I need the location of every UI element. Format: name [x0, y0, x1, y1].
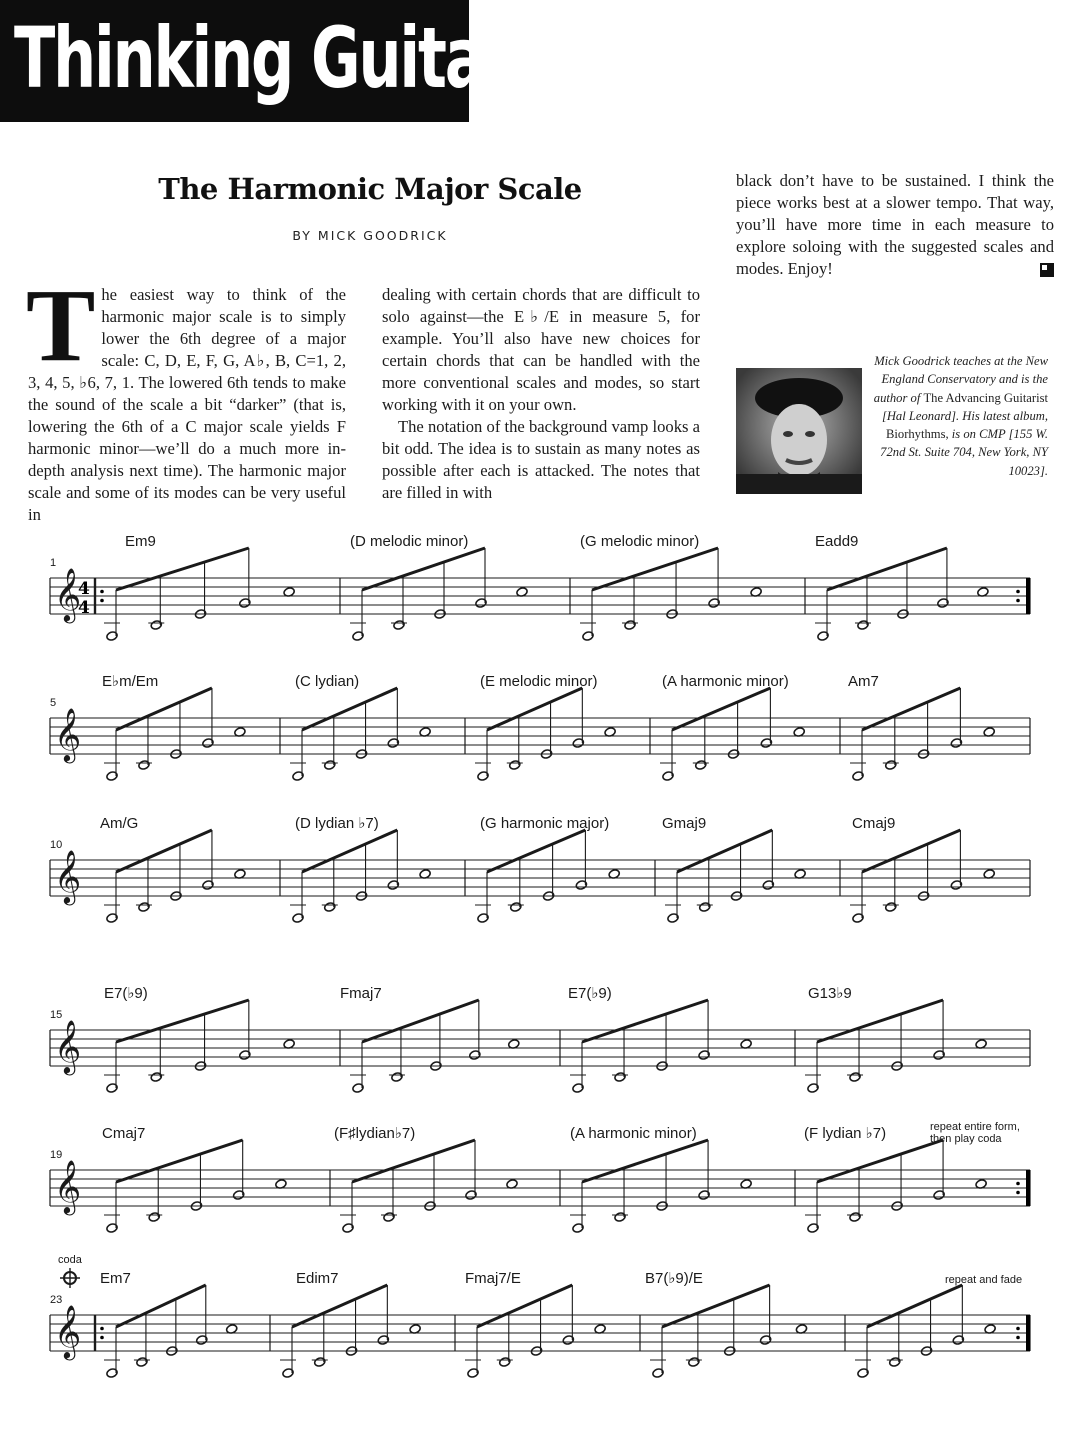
- note-beam: [487, 688, 582, 730]
- note-beam: [116, 1140, 243, 1182]
- article-column-2: [382, 284, 700, 504]
- note-beam: [662, 1285, 770, 1327]
- column-2-paragraph-2: The notation of the background vamp looks a bit odd. The idea is to sustain as many notes as possible after each is attacked. The notes that are filled in with: [382, 417, 700, 502]
- note-beam: [862, 830, 960, 872]
- repeat-dot: [100, 1327, 104, 1331]
- treble-clef-icon: 𝄞: [54, 849, 82, 903]
- portrait-illustration: [736, 368, 862, 494]
- measure-number: 10: [50, 839, 63, 851]
- repeat-dot: [1016, 1191, 1020, 1195]
- caption-part-5: is on CMP [155 W. 72nd St. Suite 704, New York, NY 10023].: [880, 427, 1048, 478]
- column-3-text: black don’t have to be sustained. I think the piece works best at a slower tempo. That way, you’ll have more time in each measure to explore soloing with the suggested scales and modes. Enjoy!: [736, 171, 1054, 278]
- chord-symbol: Fmaj7: [340, 985, 382, 1002]
- measure-number: 1: [50, 557, 57, 569]
- chord-symbol: (D lydian ♭7): [295, 815, 379, 832]
- chord-symbol: Em7: [100, 1270, 131, 1287]
- treble-clef-icon: 𝄞: [54, 707, 82, 761]
- note-beam: [677, 830, 772, 872]
- treble-clef-icon: 𝄞: [54, 1159, 82, 1213]
- note-beam: [862, 688, 960, 730]
- score-system: [50, 1254, 1030, 1378]
- note-beam: [867, 1285, 962, 1327]
- masthead-title: Thinking Guitarist: [14, 9, 591, 107]
- chord-symbol: (F♯lydian♭7): [334, 1125, 416, 1142]
- treble-clef-icon: 𝄞: [54, 1019, 82, 1073]
- repeat-dot: [1016, 1182, 1020, 1186]
- note-beam: [477, 1285, 572, 1327]
- note-beam: [582, 1000, 708, 1042]
- time-signature-bottom: 4: [78, 598, 90, 618]
- repeat-dot: [1016, 1327, 1020, 1331]
- time-signature-top: 4: [78, 579, 90, 599]
- note-beam: [487, 830, 585, 872]
- chord-symbol: Edim7: [296, 1270, 339, 1287]
- repeat-dot: [100, 1336, 104, 1340]
- note-beam: [116, 1285, 206, 1327]
- chord-symbol: (A harmonic minor): [570, 1125, 697, 1142]
- chord-symbol: (E melodic minor): [480, 673, 598, 690]
- repeat-instruction-line: then play coda: [930, 1133, 1002, 1145]
- article-column-3: [736, 170, 1054, 284]
- chord-symbol: (A harmonic minor): [662, 673, 789, 690]
- article-title: The Harmonic Major Scale: [158, 172, 582, 206]
- repeat-dot: [1016, 590, 1020, 594]
- music-score: [0, 520, 1078, 1440]
- repeat-end-bar: [1026, 1170, 1030, 1206]
- repeat-dot: [100, 599, 104, 603]
- note-beam: [116, 1000, 249, 1042]
- note-beam: [827, 548, 947, 590]
- article-column-1: [26, 268, 346, 526]
- coda-label: coda: [58, 1254, 82, 1266]
- masthead: [0, 0, 591, 122]
- caption-album-title: Biorhythms,: [886, 427, 949, 442]
- repeat-instruction-line: repeat entire form,: [930, 1121, 1020, 1133]
- author-caption: [868, 352, 1048, 480]
- chord-symbol: (G melodic minor): [580, 533, 700, 550]
- caption-book-title: The Advancing Guitarist: [923, 390, 1048, 405]
- repeat-dot: [1016, 1336, 1020, 1340]
- chord-symbol: Am/G: [100, 815, 139, 832]
- score-system: [50, 673, 1030, 781]
- caption-part-1: Mick Goodrick teaches at the New England Conservatory and is the author of: [873, 354, 1048, 405]
- note-beam: [592, 548, 718, 590]
- note-beam: [362, 1000, 479, 1042]
- chord-symbol: G13♭9: [808, 985, 852, 1002]
- note-beam: [292, 1285, 387, 1327]
- score-system: [50, 533, 1030, 641]
- chord-symbol: (C lydian): [295, 673, 360, 690]
- note-beam: [352, 1140, 475, 1182]
- chord-symbol: Eadd9: [815, 533, 859, 550]
- score-system: [50, 815, 1030, 923]
- article-byline: BY MICK GOODRICK: [292, 228, 448, 243]
- score-system: [50, 985, 1030, 1093]
- chord-symbol: B7(♭9)/E: [645, 1270, 703, 1287]
- repeat-dot: [100, 590, 104, 594]
- repeat-end-bar: [1026, 578, 1030, 614]
- fade-instruction: repeat and fade: [945, 1274, 1023, 1286]
- chord-symbol: Gmaj9: [662, 815, 707, 832]
- author-portrait: [736, 368, 862, 494]
- chord-symbol: Cmaj7: [102, 1125, 146, 1142]
- note-beam: [362, 548, 485, 590]
- note-beam: [116, 688, 212, 730]
- treble-clef-icon: 𝄞: [54, 1304, 82, 1358]
- repeat-end-bar: [1026, 1315, 1030, 1351]
- column-1-text: he easiest way to think of the harmonic major scale is to simply lower the 6th degree of a major scale: C, D, E, F, G, A♭, B, C=1, 2, 3, 4, 5, ♭6, 7, 1. The lowered 6th tends to make the sound of the scale a bit “darker” (that is, lowering the 6th of a C major scale yields F harmonic minor—we’ll do a much more in-depth analysis next time). The harmonic major scale and some of its modes can be very useful in: [28, 285, 346, 524]
- chord-symbol: (F lydian ♭7): [804, 1125, 887, 1142]
- caption-part-3: [Hal Leonard]. His latest album,: [881, 408, 1048, 423]
- chord-symbol: Fmaj7/E: [465, 1270, 521, 1287]
- measure-number: 19: [50, 1149, 63, 1161]
- chord-symbol: E♭m/Em: [102, 673, 159, 690]
- note-beam: [817, 1140, 943, 1182]
- measure-number: 15: [50, 1009, 63, 1021]
- drop-cap: T: [26, 268, 96, 383]
- chord-symbol: Cmaj9: [852, 815, 896, 832]
- repeat-dot: [1016, 599, 1020, 603]
- note-beam: [116, 830, 212, 872]
- note-beam: [582, 1140, 708, 1182]
- measure-number: 23: [50, 1294, 63, 1306]
- chord-symbol: (D melodic minor): [350, 533, 469, 550]
- chord-symbol: Em9: [125, 533, 156, 550]
- note-beam: [302, 830, 397, 872]
- chord-symbol: E7(♭9): [568, 985, 612, 1002]
- note-beam: [817, 1000, 943, 1042]
- note-beam: [116, 548, 249, 590]
- treble-clef-icon: 𝄞: [54, 567, 82, 621]
- end-mark-icon: [1040, 262, 1054, 284]
- chord-symbol: Am7: [848, 673, 879, 690]
- column-2-paragraph-1: dealing with certain chords that are difficult to solo against—the E♭/E in measure 5, for example. You’ll also have new choices for certain chords that can be handled with the more conventional scales and modes, so start working with it on your own.: [382, 285, 700, 414]
- chord-symbol: (G harmonic major): [480, 815, 610, 832]
- note-beam: [302, 688, 397, 730]
- score-system: [50, 1121, 1030, 1233]
- measure-number: 5: [50, 697, 57, 709]
- chord-symbol: E7(♭9): [104, 985, 148, 1002]
- note-beam: [672, 688, 770, 730]
